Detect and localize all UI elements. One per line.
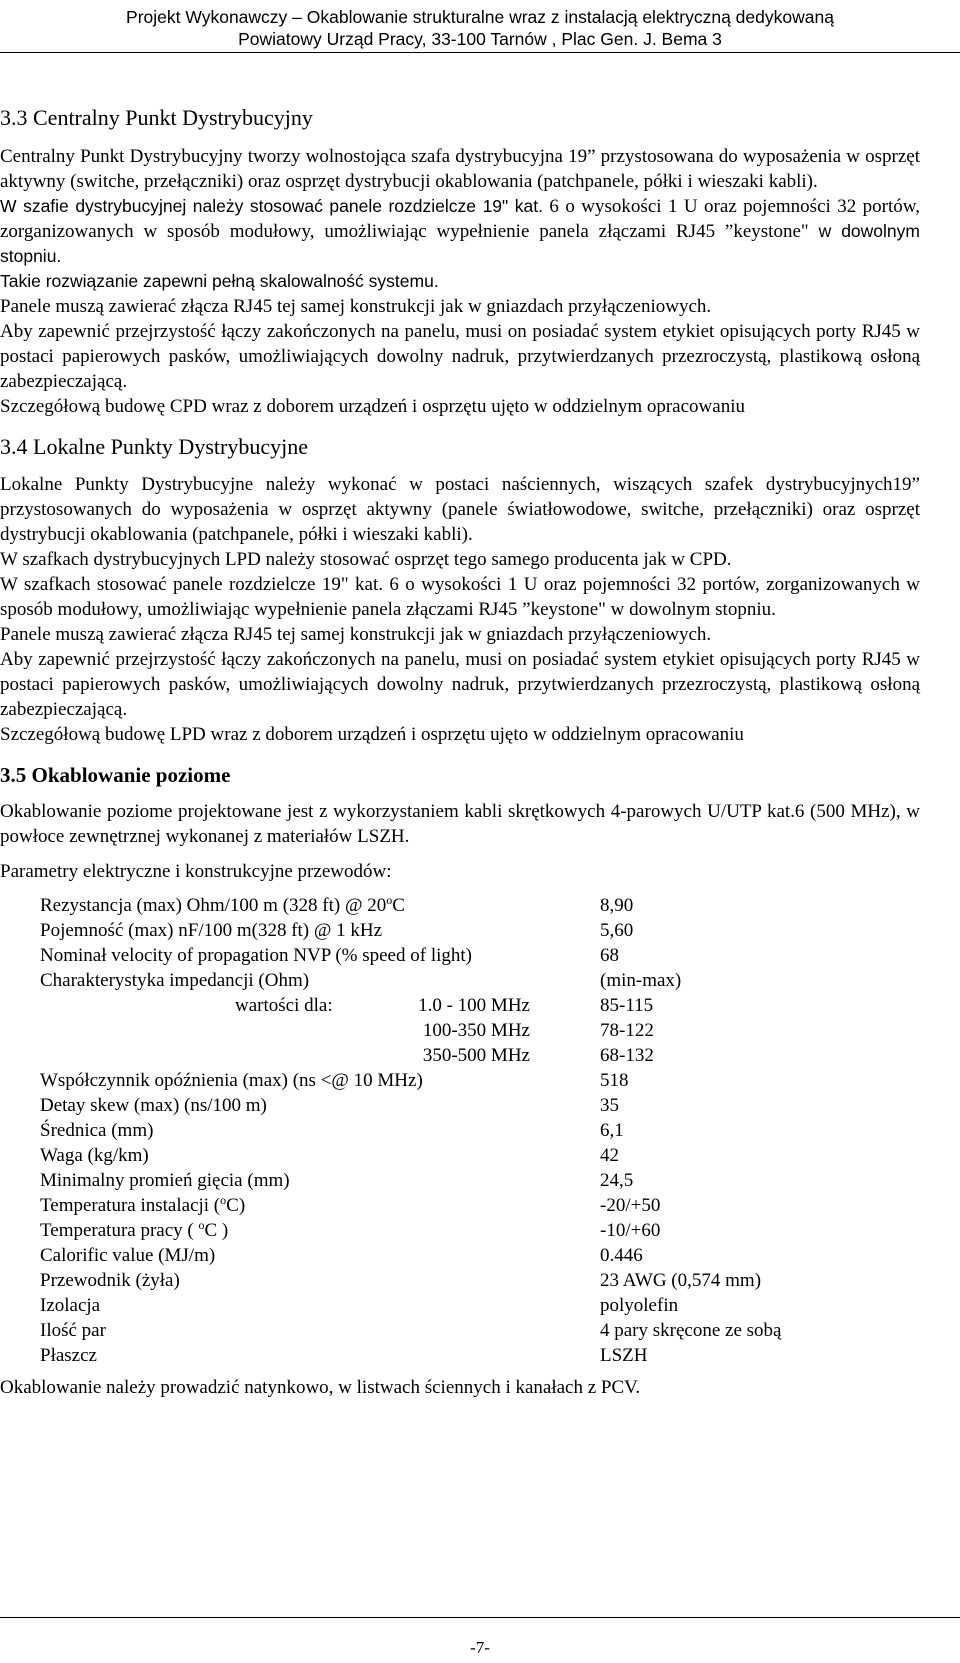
- table-row: [40, 1068, 920, 1093]
- parameter-value: LSZH: [600, 1345, 648, 1366]
- parameter-name-text: Detay skew (max) (ns/100 m): [40, 1095, 267, 1116]
- parameter-name: [40, 1143, 600, 1168]
- parameter-name-text: Charakterystyka impedancji (Ohm): [40, 970, 310, 991]
- paragraph: [0, 194, 920, 269]
- parameter-value: 8,90: [600, 895, 634, 916]
- section-heading: 3.4 Lokalne Punkty Dystrybucyjne: [0, 434, 308, 459]
- table-row: [40, 993, 920, 1018]
- parameter-name: [40, 1018, 600, 1043]
- table-row: [40, 1118, 920, 1143]
- parameter-name: [40, 1168, 600, 1193]
- params-label: Parametry elektryczne i konstrukcyjne przewodów:: [0, 861, 392, 882]
- page-header: [0, 6, 960, 50]
- parameter-name-text: Temperatura pracy (: [40, 1220, 199, 1241]
- parameter-name: [40, 1293, 600, 1318]
- table-row: [40, 893, 920, 918]
- parameter-name-text: Rezystancja (max) Ohm/100 m (328 ft) @ 20: [40, 895, 387, 916]
- table-row: [40, 1193, 920, 1218]
- parameter-name: [40, 1243, 600, 1268]
- table-row: [40, 1018, 920, 1043]
- parameter-name-text: Minimalny promień gięcia (mm): [40, 1170, 290, 1191]
- paragraph: Panele muszą zawierać złącza RJ45 tej samej konstrukcji jak w gniazdach przyłączeniowych.: [0, 296, 712, 317]
- parameter-name: [40, 1093, 600, 1118]
- table-row: [40, 1168, 920, 1193]
- parameter-name-unit: C ): [204, 1220, 229, 1241]
- parameter-value: 35: [600, 1095, 619, 1116]
- paragraph-sans-part: W szafie dystrybucyjnej należy stosować panele rozdzielcze 19" kat.: [0, 196, 543, 216]
- parameter-name-text: Ilość par: [40, 1320, 106, 1341]
- parameter-value: (min-max): [600, 970, 682, 991]
- paragraph: Panele muszą zawierać złącza RJ45 tej samej konstrukcji jak w gniazdach przyłączeniowych.: [0, 624, 712, 645]
- parameter-name-text: Waga (kg/km): [40, 1145, 149, 1166]
- parameter-name-text: Płaszcz: [40, 1345, 97, 1366]
- parameter-name-text: Średnica (mm): [40, 1120, 154, 1141]
- closing-paragraph: Okablowanie należy prowadzić natynkowo, w listwach ściennych i kanałach z PCV.: [0, 1377, 641, 1398]
- parameter-name: [40, 918, 600, 943]
- section-heading: 3.5 Okablowanie poziome: [0, 763, 231, 787]
- paragraph: W szafkach dystrybucyjnych LPD należy stosować osprzęt tego samego producenta jak w CPD.: [0, 549, 732, 570]
- paragraph: Aby zapewnić przejrzystość łączy zakończonych na panelu, musi on posiadać system etykiet opisujących porty RJ45 w postaci papierowych pasków, umożliwiających dowolny nadruk, przytwierdzanych przezroczystą, plastikową osłoną zabezpieczającą.: [0, 649, 920, 720]
- parameter-value: 42: [600, 1145, 619, 1166]
- table-row: [40, 1093, 920, 1118]
- parameter-value: 4 pary skręcone ze sobą: [600, 1320, 782, 1341]
- parameter-name-text: Izolacja: [40, 1295, 101, 1316]
- parameter-name: [40, 1343, 600, 1368]
- page-number: -7-: [470, 1638, 490, 1657]
- parameter-name: [40, 1318, 600, 1343]
- parameter-value: 6,1: [600, 1120, 624, 1141]
- table-row: [40, 1343, 920, 1368]
- section-heading: 3.3 Centralny Punkt Dystrybucyjny: [0, 105, 313, 130]
- parameter-value: 0.446: [600, 1245, 643, 1266]
- parameter-value: polyolefin: [600, 1295, 679, 1316]
- frequency-range: 350-500 MHz: [422, 1045, 530, 1066]
- frequency-range: 100-350 MHz: [422, 1020, 530, 1041]
- parameter-name-unit: C: [392, 895, 405, 916]
- section-3-3: [0, 104, 920, 419]
- paragraph: Centralny Punkt Dystrybucyjny tworzy wolnostojąca szafa dystrybucyjna 19” przystosowana do wyposażenia w osprzęt aktywny (switche, przełączniki) oraz osprzęt dystrybucji okablowania (patchpanele, półki i wieszaki kabli).: [0, 146, 920, 192]
- degree-superscript: o: [220, 1193, 227, 1207]
- parameter-value: 23 AWG (0,574 mm): [600, 1270, 762, 1291]
- parameter-name-text: Temperatura instalacji (: [40, 1195, 221, 1216]
- header-line-1: Projekt Wykonawczy – Okablowanie strukturalne wraz z instalacją elektryczną dedykowaną: [126, 7, 834, 27]
- footer-rule: [0, 1617, 960, 1618]
- header-line-2: Powiatowy Urząd Pracy, 33-100 Tarnów , Plac Gen. J. Bema 3: [238, 29, 722, 49]
- table-row: [40, 1293, 920, 1318]
- parameter-name: [40, 968, 600, 993]
- parameter-name: [40, 1268, 600, 1293]
- paragraph: Lokalne Punkty Dystrybucyjne należy wykonać w postaci naściennych, wiszących szafek dystrybucyjnych19” przystosowanych do wyposażenia w osprzęt aktywny (panele światłowodowe, switche, przełączniki) oraz osprzęt dystrybucji okablowania (patchpanele, półki i wieszaki kabli).: [0, 474, 920, 545]
- parameter-value: -20/+50: [600, 1195, 661, 1216]
- parameter-value: 85-115: [600, 995, 654, 1016]
- parameter-value: 78-122: [600, 1020, 654, 1041]
- parameter-value: -10/+60: [600, 1220, 661, 1241]
- table-row: [40, 1318, 920, 1343]
- frequency-range: 1.0 - 100 MHz: [418, 995, 530, 1016]
- parameter-name: [40, 1068, 600, 1093]
- paragraph: Szczegółową budowę LPD wraz z doborem urządzeń i osprzętu ujęto w oddzielnym opracowaniu: [0, 724, 744, 745]
- cable-parameters-table: [40, 893, 920, 1368]
- paragraph: W szafkach stosować panele rozdzielcze 19" kat. 6 o wysokości 1 U oraz pojemności 32 portów, zorganizowanych w sposób modułowy, umożliwiając wypełnienie panela złączami RJ45 ”keystone" w dowolnym stopniu.: [0, 574, 920, 620]
- parameter-value: 5,60: [600, 920, 634, 941]
- parameter-name-unit: C): [226, 1195, 246, 1216]
- parameter-name: [40, 893, 600, 918]
- table-row: [40, 1043, 920, 1068]
- parameter-name-text: Współczynnik opóźnienia (max) (ns <@ 10 MHz): [40, 1070, 423, 1091]
- document-body: [0, 104, 920, 1400]
- table-row: [40, 943, 920, 968]
- parameter-value: 68: [600, 945, 619, 966]
- parameter-name: [40, 1118, 600, 1143]
- parameter-name: [40, 1218, 600, 1243]
- section-3-4: [0, 433, 920, 747]
- table-row: [40, 1268, 920, 1293]
- parameter-name-text: Przewodnik (żyła): [40, 1270, 180, 1291]
- degree-superscript: o: [386, 893, 393, 907]
- paragraph-sans-part: w dowolnym stopniu.: [0, 221, 920, 266]
- parameter-name: [40, 943, 600, 968]
- parameter-name: [40, 1043, 600, 1068]
- table-row: [40, 1143, 920, 1168]
- parameter-name-text: Calorific value (MJ/m): [40, 1245, 216, 1266]
- paragraph: Szczegółową budowę CPD wraz z doborem urządzeń i osprzętu ujęto w oddzielnym opracowaniu: [0, 396, 745, 417]
- parameter-name: [40, 1193, 600, 1218]
- paragraph: Okablowanie poziome projektowane jest z wykorzystaniem kabli skrętkowych 4-parowych U/UTP kat.6 (500 MHz), w powłoce zewnętrznej wykonanej z materiałów LSZH.: [0, 801, 920, 847]
- table-row: [40, 968, 920, 993]
- paragraph: Aby zapewnić przejrzystość łączy zakończonych na panelu, musi on posiadać system etykiet opisujących porty RJ45 w postaci papierowych pasków, umożliwiających dowolny nadruk, przytwierdzanych przezroczystą, plastikową osłoną zabezpieczającą.: [0, 321, 920, 392]
- parameter-name: [40, 993, 600, 1018]
- degree-superscript: o: [198, 1218, 205, 1232]
- parameter-value: 68-132: [600, 1045, 654, 1066]
- frequency-label: wartości dla:: [235, 995, 333, 1016]
- header-rule: [0, 52, 960, 53]
- section-3-5: [0, 761, 920, 1400]
- parameter-name-text: Nominał velocity of propagation NVP (% speed of light): [40, 945, 472, 966]
- table-row: [40, 918, 920, 943]
- table-row: [40, 1218, 920, 1243]
- paragraph: Takie rozwiązanie zapewni pełną skalowalność systemu.: [0, 271, 439, 291]
- parameter-name-text: Pojemność (max) nF/100 m(328 ft) @ 1 kHz: [40, 920, 383, 941]
- paragraph-part: 6 o wysokości 1 U oraz pojemności 32 portów, zorganizowanych w sposób modułowy, umożliwiając wypełnienie panela złączami RJ45 ”keystone": [0, 196, 920, 242]
- parameter-value: 24,5: [600, 1170, 634, 1191]
- parameter-value: 518: [600, 1070, 629, 1091]
- table-row: [40, 1243, 920, 1268]
